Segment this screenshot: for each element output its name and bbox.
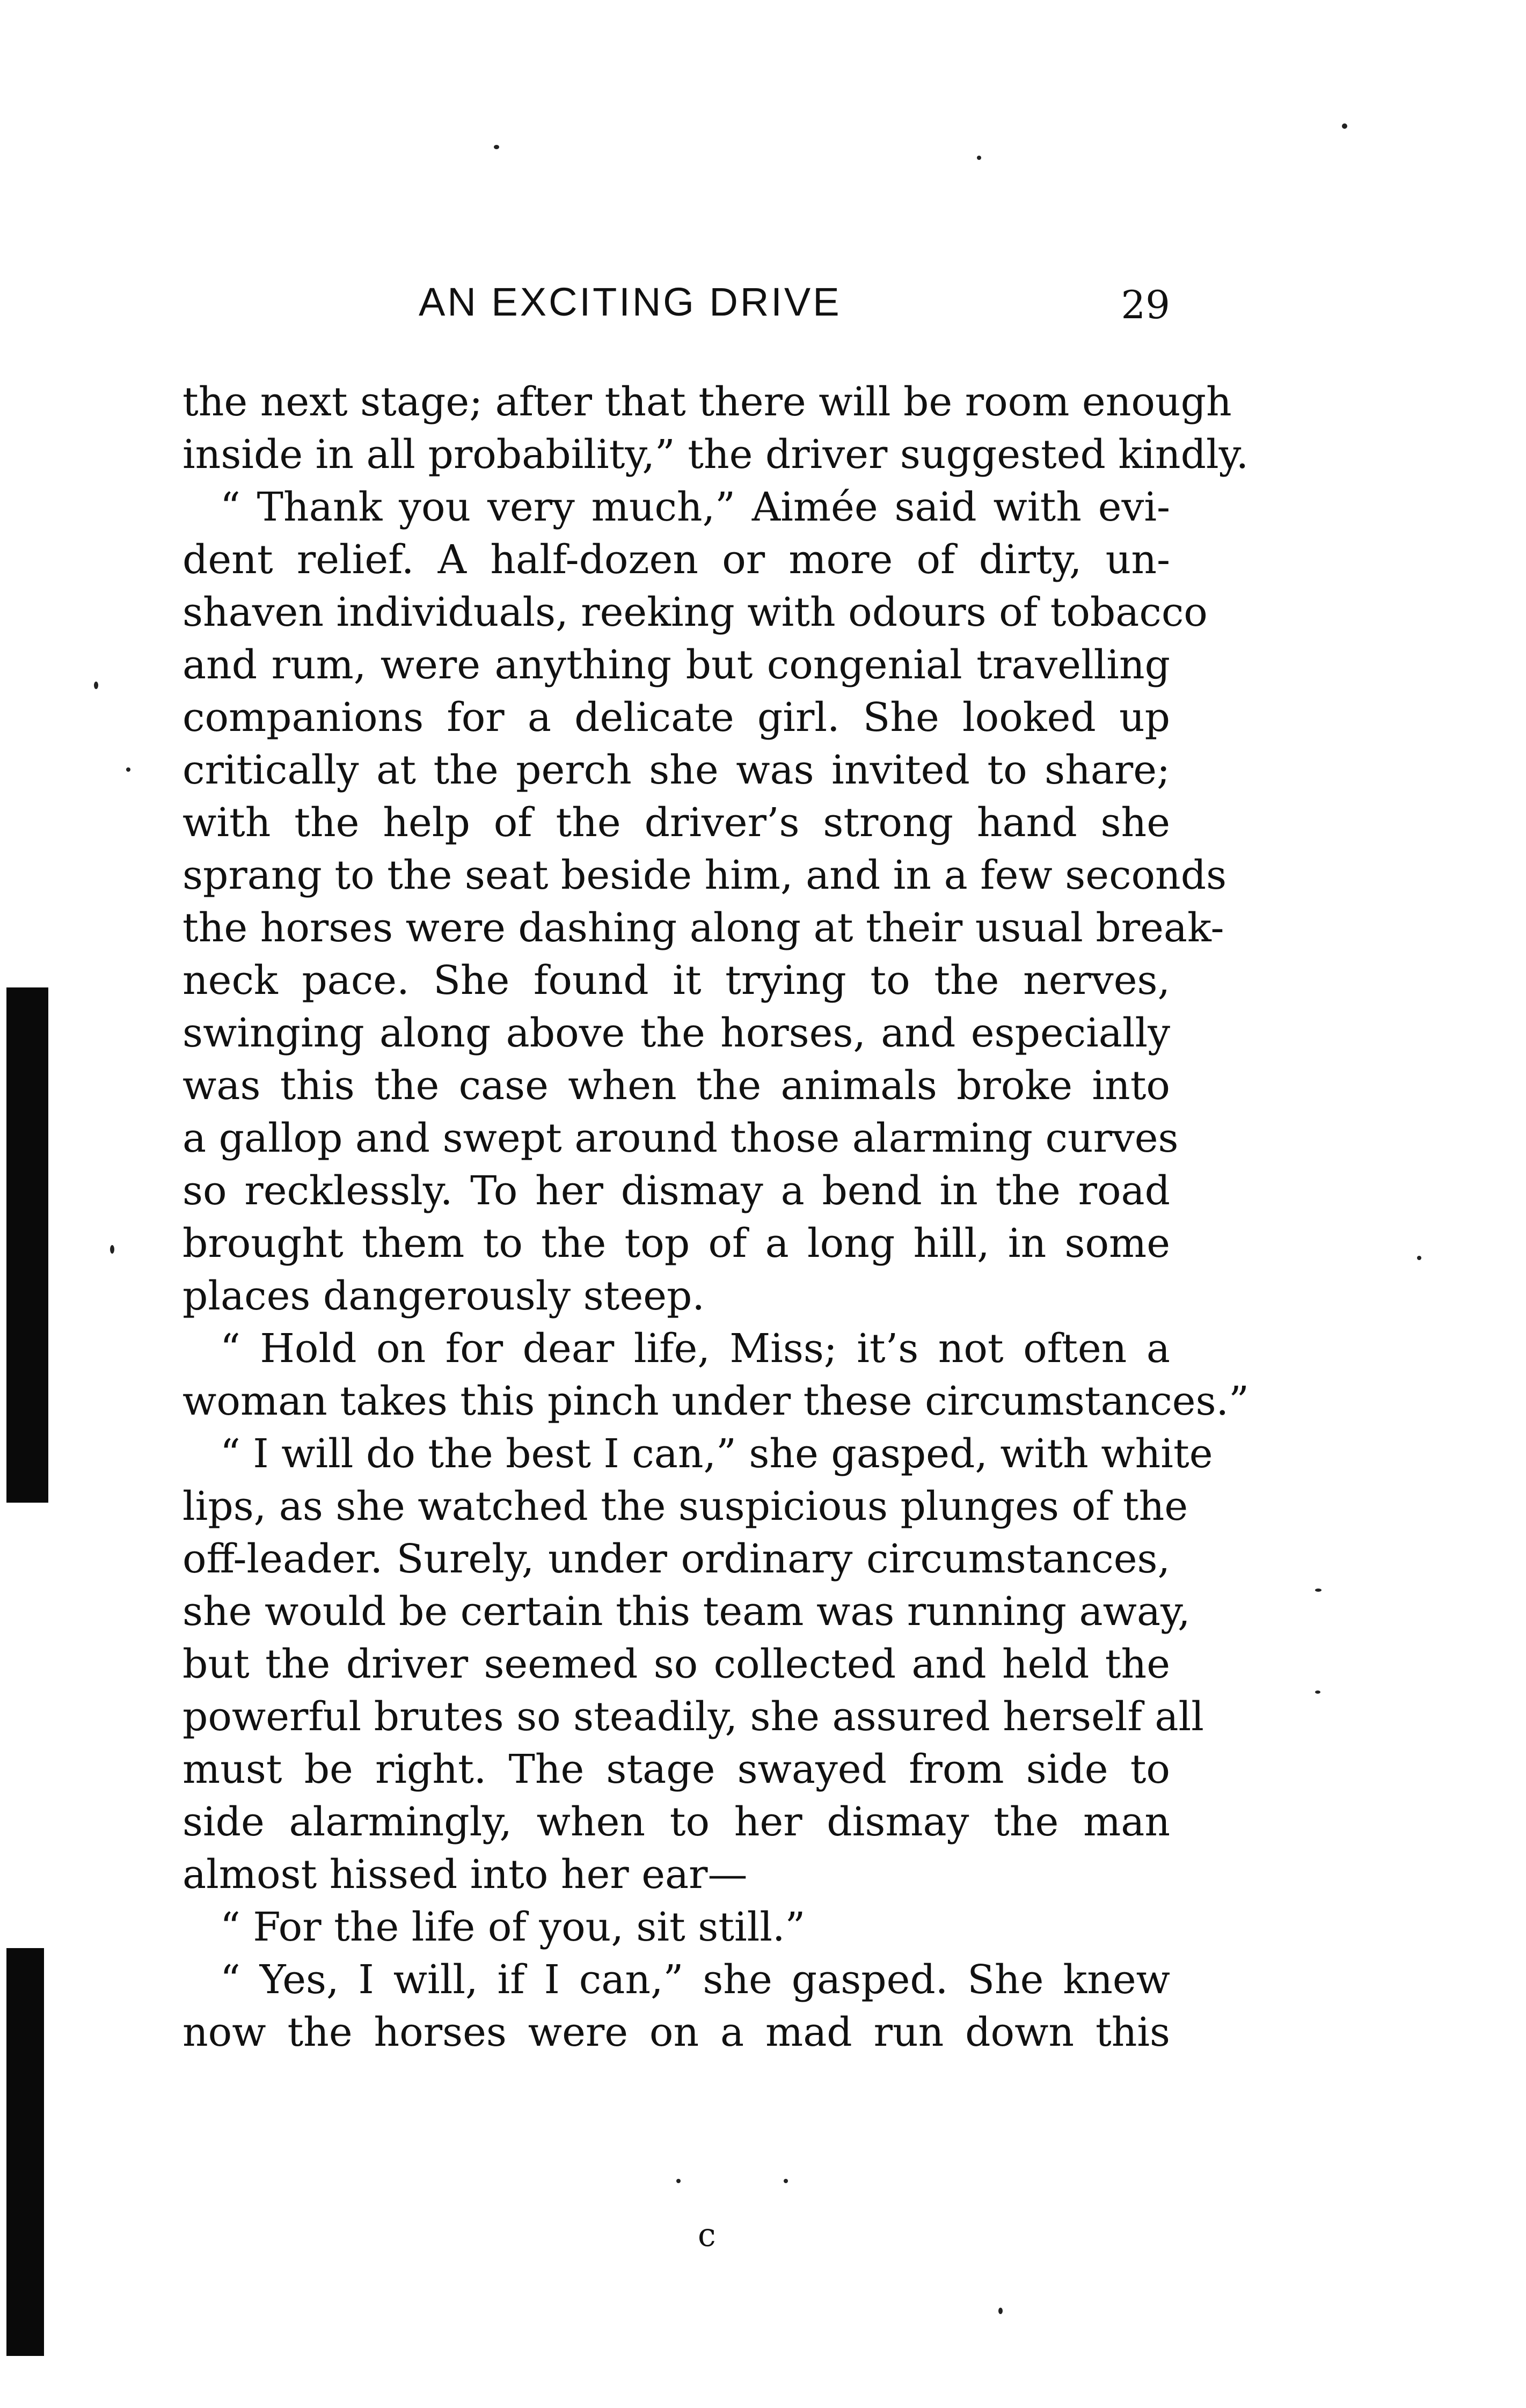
- text-line: the next stage; after that there will be room enough: [182, 379, 1232, 425]
- scan-speck: [1342, 123, 1347, 129]
- text-line: so recklessly. To her dismay a bend in the road: [182, 1168, 1170, 1214]
- body-text: [182, 376, 1249, 2059]
- scan-speck: [494, 145, 499, 149]
- text-line: neck pace. She found it trying to the nerves,: [182, 957, 1170, 1004]
- binding-shadow-lower: [6, 1948, 44, 2356]
- text-line: brought them to the top of a long hill, in some: [182, 1220, 1170, 1267]
- text-line: but the driver seemed so collected and held the: [182, 1641, 1170, 1687]
- text-line: swinging along above the horses, and especially: [182, 1010, 1170, 1056]
- scan-speck: [676, 2179, 681, 2183]
- text-line: “ Thank you very much,” Aimée said with evi-: [220, 484, 1170, 530]
- scan-speck: [998, 2308, 1003, 2314]
- scan-speck: [1315, 1690, 1320, 1694]
- text-line: dent relief. A half-dozen or more of dirty, un-: [182, 537, 1170, 583]
- text-line: “ Yes, I will, if I can,” she gasped. She knew: [220, 1957, 1170, 2003]
- running-head: [182, 279, 1170, 327]
- text-line: “ Hold on for dear life, Miss; it’s not often a: [220, 1326, 1170, 1372]
- text-line: was this the case when the animals broke into: [182, 1063, 1170, 1109]
- scan-speck: [977, 156, 981, 160]
- text-line: critically at the perch she was invited to share;: [182, 747, 1170, 793]
- text-line: side alarmingly, when to her dismay the man: [182, 1799, 1170, 1845]
- text-line: a gallop and swept around those alarming curves: [182, 1115, 1179, 1161]
- text-line: sprang to the seat beside him, and in a few seconds: [182, 852, 1227, 898]
- scan-speck: [1417, 1256, 1421, 1260]
- text-line: the horses were dashing along at their usual break-: [182, 905, 1224, 951]
- scan-speck: [110, 1245, 114, 1254]
- text-line: “ For the life of you, sit still.”: [220, 1904, 806, 1950]
- text-line: must be right. The stage swayed from side to: [182, 1746, 1170, 1792]
- scan-speck: [126, 767, 130, 772]
- text-line: with the help of the driver’s strong hand she: [182, 800, 1170, 846]
- text-line: inside in all probability,” the driver suggested kindly.: [182, 431, 1249, 478]
- text-line: powerful brutes so steadily, she assured herself all: [182, 1694, 1204, 1740]
- footer-mark: c: [698, 2216, 716, 2254]
- text-line: places dangerously steep.: [182, 1273, 705, 1319]
- scan-speck: [1315, 1589, 1321, 1592]
- scan-speck: [94, 682, 98, 689]
- text-line: companions for a delicate girl. She looked up: [182, 694, 1170, 741]
- text-line: almost hissed into her ear—: [182, 1851, 748, 1898]
- text-line: shaven individuals, reeking with odours of tobacco: [182, 589, 1208, 635]
- page-number: 29: [1121, 282, 1170, 327]
- binding-shadow-upper: [6, 987, 48, 1503]
- scan-speck: [784, 2179, 788, 2183]
- text-line: woman takes this pinch under these circumstances.”: [182, 1378, 1249, 1424]
- text-line: now the horses were on a mad run down this: [182, 2009, 1170, 2055]
- text-line: lips, as she watched the suspicious plunges of the: [182, 1483, 1188, 1529]
- text-line: she would be certain this team was running away,: [182, 1589, 1191, 1635]
- text-line: and rum, were anything but congenial travelling: [182, 642, 1170, 688]
- text-line: off-leader. Surely, under ordinary circumstances,: [182, 1536, 1170, 1582]
- text-line: “ I will do the best I can,” she gasped, with white: [220, 1431, 1213, 1477]
- running-title: AN EXCITING DRIVE: [419, 280, 842, 324]
